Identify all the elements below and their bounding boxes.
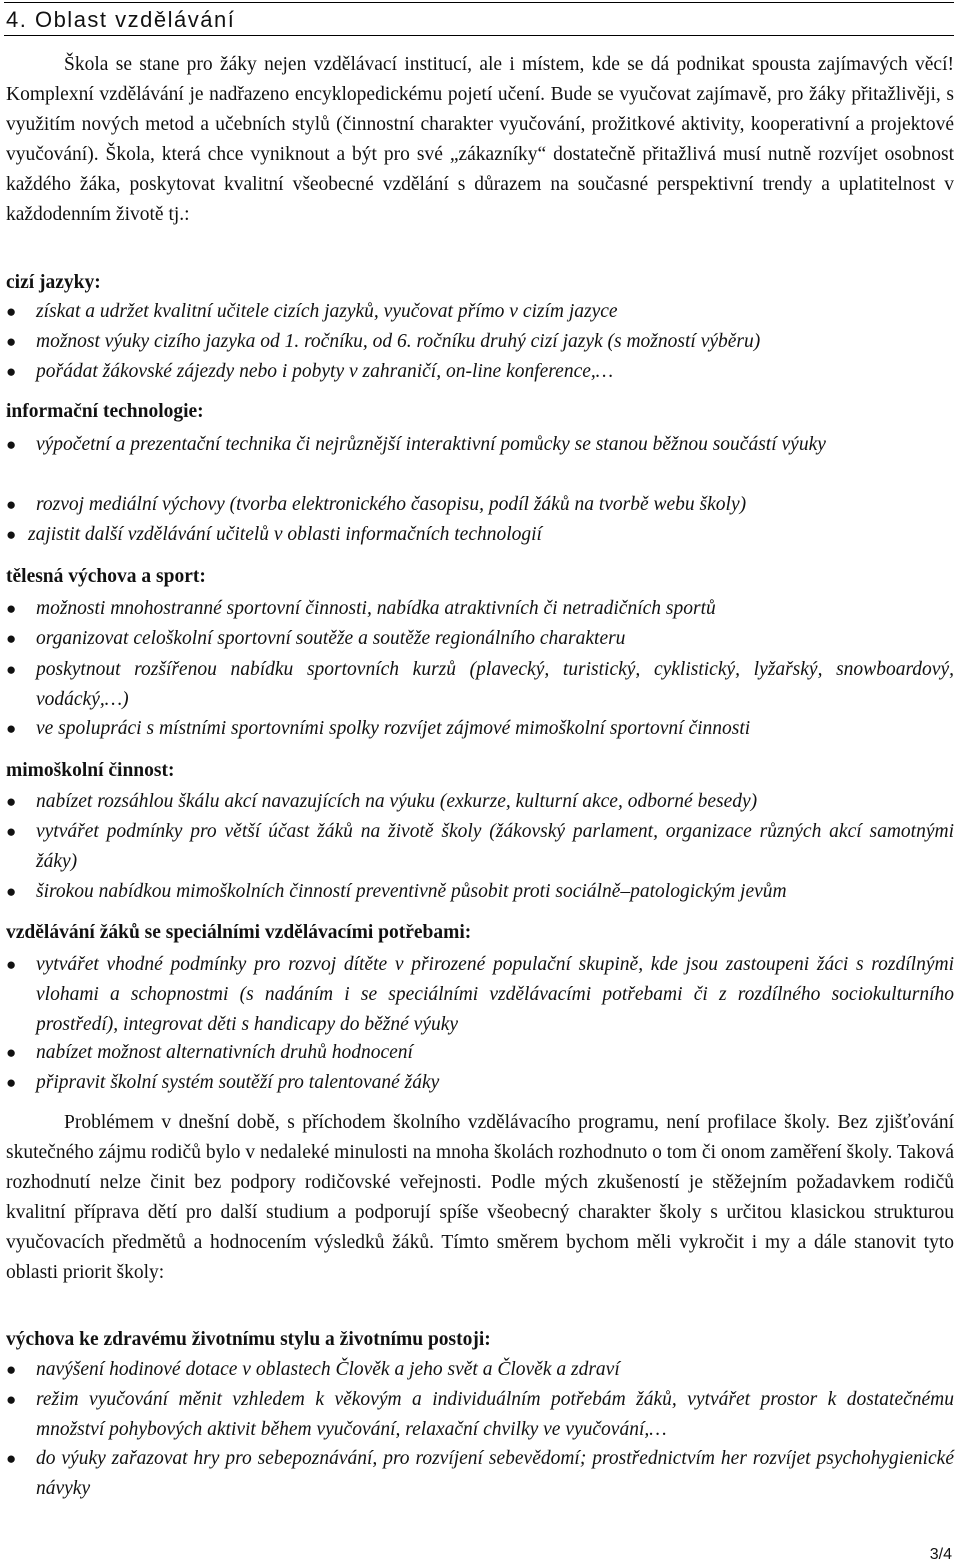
list-item [6, 1444, 954, 1504]
list-item [6, 1355, 954, 1385]
list-item-text: do výuky zařazovat hry pro sebepoznávání, pro rozvíjení sebevědomí; prostřednictvím her rozvíjet psychohygienické návyky [36, 1448, 954, 1499]
bullet-icon: ● [6, 955, 17, 974]
list-item-text: ve spolupráci s místními sportovními spolky rozvíjet zájmové mimoškolní sportovní činnosti [36, 718, 751, 739]
bullet-icon: ● [6, 1043, 17, 1062]
section-title-sport: tělesná výchova a sport: [6, 566, 206, 587]
list-item [6, 430, 954, 460]
list-item-text: nabízet rozsáhlou škálu akcí navazujících na výuku (exkurze, kulturní akce, odborné besedy) [36, 791, 758, 812]
section-heading: 4. Oblast vzdělávání [4, 2, 954, 36]
list-item-text: pořádat žákovské zájezdy nebo i pobyty v zahraničí, on-line konference,… [36, 361, 614, 382]
list-item-text: získat a udržet kvalitní učitele cizích jazyků, vyučovat přímo v cizím jazyce [36, 301, 618, 322]
bullet-icon: ● [6, 332, 17, 351]
list-item [6, 490, 954, 520]
section-title-special-needs: vzdělávání žáků se speciálními vzdělávacími potřebami: [6, 922, 472, 943]
list-item-text: vytvářet podmínky pro větší účast žáků na životě školy (žákovský parlament, organizace různých akcí samotnými žáky) [36, 821, 954, 872]
list-item-text: možnost výuky cizího jazyka od 1. ročníku, od 6. ročníku druhý cizí jazyk (s možností výběru) [36, 331, 761, 352]
bullet-icon: ● [6, 435, 17, 454]
list-item-text: rozvoj mediální výchovy (tvorba elektronického časopisu, podíl žáků na tvorbě webu školy) [36, 494, 747, 515]
list-item-text: zajistit další vzdělávání učitelů v oblasti informačních technologií [28, 524, 542, 545]
intro-text: Škola se stane pro žáky nejen vzdělávací institucí, ale i místem, kde se dá podnikat spousta zajímavých věcí! Komplexní vzdělávání je nadřazeno encyklopedickému pojetí učení. Bude se vyučovat zajímavě, pro žáky přitažlivěji, s využitím nových metod a učebních stylů (činnostní charakter vyučování, prožitkové aktivity, kooperativní a projektové vyučování). Škola, která chce vyniknout a být pro své „zákazníky“ dostatečně přitažlivá musí nutně rozvíjet osobnost každého žáka, poskytovat kvalitní všeobecné vzdělání s důrazem na současné perspektivní trendy a uplatitelnost v každodenním životě tj.: [6, 54, 954, 225]
list-item [6, 817, 954, 877]
section-title-extracurricular: mimoškolní činnost: [6, 760, 175, 781]
bullet-icon: ● [6, 1449, 17, 1468]
bullet-icon: ● [6, 362, 17, 381]
list-item-text: vytvářet vhodné podmínky pro rozvoj dítěte v přirozené populační skupině, kde jsou zastoupeni žáci s rozdílnými vlohami a schopnostmi (s nadáním i se speciálními vzdělávacími potřebami či z rozdílného sociokulturního prostředí), integrovat děti s handicapy do běžné výuky [36, 954, 954, 1035]
bullet-icon: ● [6, 629, 17, 648]
bullet-icon: ● [6, 1390, 17, 1409]
bullet-icon: ● [6, 599, 17, 618]
bullet-icon: ● [6, 525, 17, 544]
list-item-text: možnosti mnohostranné sportovní činnosti, nabídka atraktivních či netradičních sportů [36, 598, 716, 619]
section-title-health: výchova ke zdravému životnímu stylu a životnímu postoji: [6, 1329, 491, 1350]
problem-paragraph [6, 1108, 954, 1288]
list-item [6, 520, 954, 550]
bullet-icon: ● [6, 1073, 17, 1092]
page-number: 3/4 [929, 1546, 952, 1563]
bullet-icon: ● [6, 822, 17, 841]
list-item [6, 594, 954, 624]
list-item [6, 655, 954, 715]
list-item [6, 327, 954, 357]
list-item [6, 877, 954, 907]
bullet-icon: ● [6, 719, 17, 738]
list-item-text: poskytnout rozšířenou nabídku sportovních kurzů (plavecký, turistický, cyklistický, lyžařský, snowboardový, vodácký,…) [36, 659, 954, 710]
section-title-foreign-languages: cizí jazyky: [6, 272, 101, 293]
list-item-text: širokou nabídkou mimoškolních činností preventivně působit proti sociálně–patologickým jevům [36, 881, 787, 902]
list-item [6, 357, 954, 387]
bullet-icon: ● [6, 302, 17, 321]
list-item [6, 950, 954, 1040]
list-item [6, 1068, 954, 1098]
list-item [6, 1038, 954, 1068]
bullet-icon: ● [6, 792, 17, 811]
list-item-text: režim vyučování měnit vzhledem k věkovým a individuálním potřebám žáků, vytvářet prostor k dostatečnému množství pohybových aktivit během vyučování, relaxační chvilky ve vyučování,… [36, 1389, 954, 1440]
bullet-icon: ● [6, 495, 17, 514]
section-title-it: informační technologie: [6, 401, 204, 422]
intro-paragraph [6, 50, 954, 230]
problem-text: Problémem v dnešní době, s příchodem školního vzdělávacího programu, není profilace školy. Bez zjišťování skutečného zájmu rodičů bylo v nedaleké minulosti na mnoha školách rozhodnuto o tom či onom zaměření školy. Taková rozhodnutí nelze činit bez podpory rodičovské veřejnosti. Podle mých zkušeností je stěžejním požadavkem rodičů kvalitní příprava dětí pro další studium a podporují spíše všeobecný charakter školy s určitou klasickou strukturou vyučovacích předmětů a hodnocením výsledků žáků. Tímto směrem bychom měli vykročit i my a dále stanovit tyto oblasti priorit školy: [6, 1112, 954, 1283]
list-item [6, 624, 954, 654]
list-item-text: výpočetní a prezentační technika či nejrůznější interaktivní pomůcky se stanou běžnou součástí výuky [36, 434, 826, 455]
list-item-text: připravit školní systém soutěží pro talentované žáky [36, 1072, 440, 1093]
bullet-icon: ● [6, 882, 17, 901]
list-item [6, 787, 954, 817]
list-item-text: organizovat celoškolní sportovní soutěže a soutěže regionálního charakteru [36, 628, 626, 649]
list-item [6, 1385, 954, 1445]
list-item [6, 297, 954, 327]
bullet-icon: ● [6, 1360, 17, 1379]
list-item [6, 714, 954, 744]
list-item-text: nabízet možnost alternativních druhů hodnocení [36, 1042, 413, 1063]
bullet-icon: ● [6, 660, 17, 679]
list-item-text: navýšení hodinové dotace v oblastech Člověk a jeho svět a Člověk a zdraví [36, 1359, 620, 1380]
